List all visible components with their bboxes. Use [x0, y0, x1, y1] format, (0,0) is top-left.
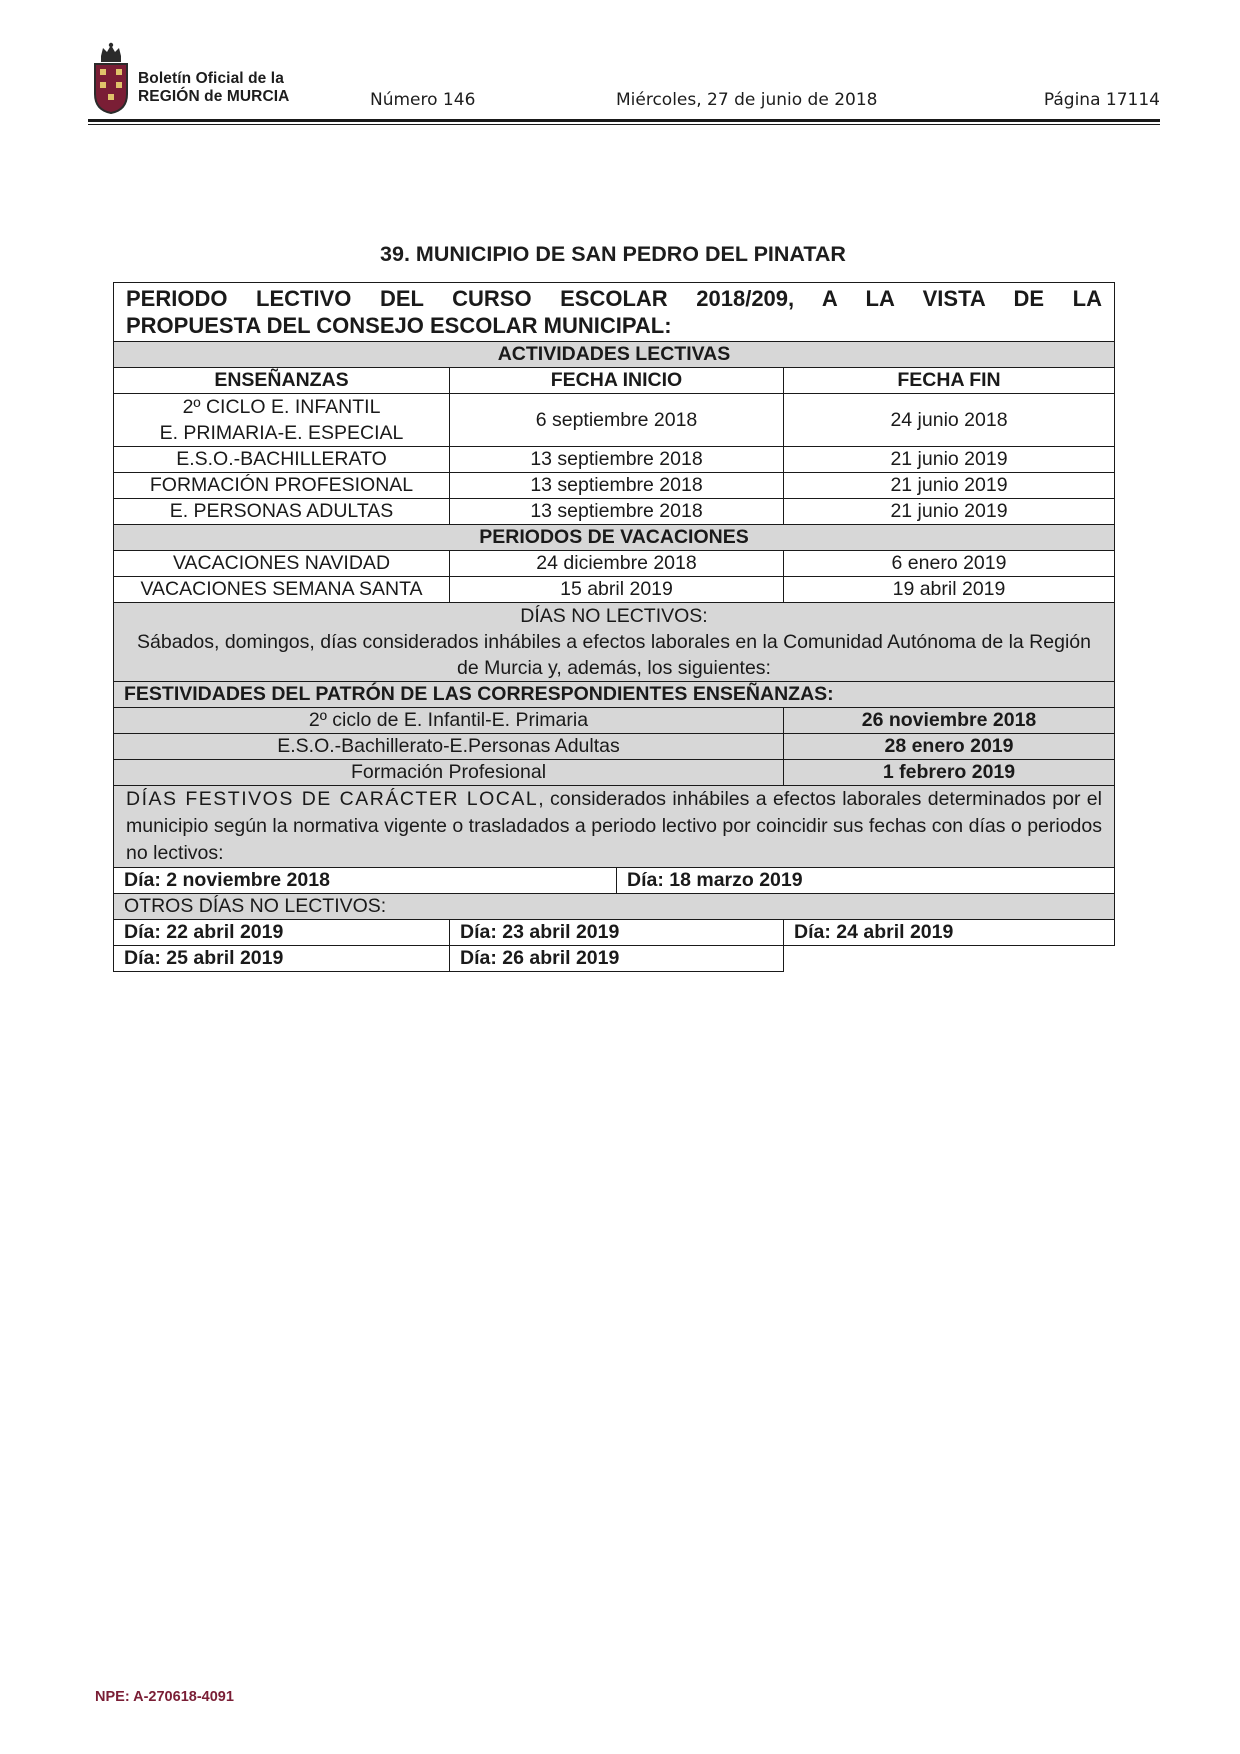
- vacaciones-heading: PERIODOS DE VACACIONES: [114, 525, 1115, 551]
- fecha-fin-cell: 21 junio 2019: [784, 473, 1115, 499]
- otro-dia-cell: Día: 24 abril 2019: [784, 920, 1115, 946]
- vacaciones-name-cell: VACACIONES SEMANA SANTA: [114, 577, 450, 603]
- fecha-fin-cell: 21 junio 2019: [784, 447, 1115, 473]
- ensenanza-cell: E. PERSONAS ADULTAS: [114, 499, 450, 525]
- brand-line-1: Boletín Oficial de la: [138, 70, 284, 87]
- otro-dia-cell: Día: 25 abril 2019: [114, 946, 450, 972]
- header-rule-thin: [88, 124, 1160, 125]
- festividad-fecha-cell: 28 enero 2019: [784, 734, 1115, 760]
- otros-heading-cell: [114, 894, 1115, 920]
- section-heading-row: [114, 342, 1115, 368]
- ensenanza-line-1: 2º CICLO E. INFANTIL: [182, 396, 381, 418]
- table-row: [114, 499, 1115, 525]
- festivo-local-day: Día: 18 marzo 2019: [617, 868, 1115, 894]
- otro-dia-cell: Día: 23 abril 2019: [450, 920, 784, 946]
- otros-heading: OTROS DÍAS NO LECTIVOS: [124, 895, 381, 917]
- section-heading-row: [114, 525, 1115, 551]
- otros-heading-colon: :: [380, 895, 387, 917]
- festivos-local-text: , considerados inhábiles a efectos laborales determinados por el municipio según la normativa vigente o trasladados a periodo lectivo por coincidir sus fechas con días o periodos no lectivos:: [126, 788, 1102, 864]
- fecha-inicio-cell: 13 septiembre 2018: [450, 473, 784, 499]
- festividad-ensenanza-cell: E.S.O.-Bachillerato-E.Personas Adultas: [114, 734, 784, 760]
- municipality-title: 39. MUNICIPIO DE SAN PEDRO DEL PINATAR: [380, 242, 846, 266]
- npe-reference: NPE: A-270618-4091: [95, 1689, 234, 1705]
- fecha-inicio-cell: 6 septiembre 2018: [450, 394, 784, 447]
- page-number: Página 17114: [1043, 90, 1160, 110]
- ensenanza-cell: E.S.O.-BACHILLERATO: [114, 447, 450, 473]
- festividad-ensenanza-cell: 2º ciclo de E. Infantil-E. Primaria: [114, 708, 784, 734]
- fecha-inicio-cell: 15 abril 2019: [450, 577, 784, 603]
- issue-number: Número 146: [370, 90, 476, 110]
- col-header-inicio: FECHA INICIO: [450, 368, 784, 394]
- vacaciones-name-cell: VACACIONES NAVIDAD: [114, 551, 450, 577]
- bulletin-brand: [138, 70, 289, 106]
- empty-cell: [784, 946, 1115, 972]
- table-row: [114, 708, 1115, 734]
- otro-dia-cell: Día: 22 abril 2019: [114, 920, 450, 946]
- festivos-local-days-row: [114, 868, 1115, 894]
- region-crest-icon: [92, 42, 130, 114]
- table-row: [114, 734, 1115, 760]
- festividad-fecha-cell: 26 noviembre 2018: [784, 708, 1115, 734]
- ensenanza-line-2: E. PRIMARIA-E. ESPECIAL: [159, 422, 404, 444]
- intro-cell: [114, 283, 1115, 342]
- fecha-fin-cell: 24 junio 2018: [784, 394, 1115, 447]
- col-header-fin: FECHA FIN: [784, 368, 1115, 394]
- otro-dia-cell: Día: 26 abril 2019: [450, 946, 784, 972]
- otros-days-row: [114, 920, 1115, 946]
- brand-line-2: REGIÓN de MURCIA: [138, 88, 290, 105]
- festivos-local-cell: [114, 786, 1115, 868]
- table-row: [114, 760, 1115, 786]
- actividades-heading: ACTIVIDADES LECTIVAS: [114, 342, 1115, 368]
- fecha-fin-cell: 6 enero 2019: [784, 551, 1115, 577]
- fecha-inicio-cell: 24 diciembre 2018: [450, 551, 784, 577]
- festivos-local-row: [114, 786, 1115, 868]
- table-row: [114, 577, 1115, 603]
- page-header: [88, 40, 1160, 126]
- fecha-inicio-cell: 13 septiembre 2018: [450, 447, 784, 473]
- section-heading-row: [114, 894, 1115, 920]
- table-row: [114, 447, 1115, 473]
- ensenanza-cell: [114, 394, 450, 447]
- col-header-ensenanzas: ENSEÑANZAS: [114, 368, 450, 394]
- fecha-fin-cell: 21 junio 2019: [784, 499, 1115, 525]
- table-row: [114, 394, 1115, 447]
- column-header-row: [114, 368, 1115, 394]
- table-row: [114, 473, 1115, 499]
- school-calendar-table: [113, 282, 1115, 972]
- header-rule-thick: [88, 119, 1160, 122]
- festividad-fecha-cell: 1 febrero 2019: [784, 760, 1115, 786]
- table-row: [114, 551, 1115, 577]
- festividad-ensenanza-cell: Formación Profesional: [114, 760, 784, 786]
- fecha-fin-cell: 19 abril 2019: [784, 577, 1115, 603]
- ensenanza-cell: FORMACIÓN PROFESIONAL: [114, 473, 450, 499]
- no-lectivos-heading: DÍAS NO LECTIVOS:: [520, 605, 708, 627]
- no-lectivos-row: [114, 603, 1115, 682]
- no-lectivos-cell: [114, 603, 1115, 682]
- intro-row: [114, 283, 1115, 342]
- otros-days-row: [114, 946, 1115, 972]
- fecha-inicio-cell: 13 septiembre 2018: [450, 499, 784, 525]
- festividades-heading: FESTIVIDADES DEL PATRÓN DE LAS CORRESPONDIENTES ENSEÑANZAS:: [114, 682, 1115, 708]
- no-lectivos-text: Sábados, domingos, días considerados inhábiles a efectos laborales en la Comunidad Autónoma de la Región de Murcia y, además, los siguientes:: [137, 631, 1091, 679]
- festivo-local-day: Día: 2 noviembre 2018: [114, 868, 617, 894]
- intro-line-1: PERIODO LECTIVO DEL CURSO ESCOLAR 2018/209, A LA VISTA DE LA: [126, 286, 1102, 311]
- intro-line-2: PROPUESTA DEL CONSEJO ESCOLAR MUNICIPAL:: [126, 313, 672, 338]
- issue-date: Miércoles, 27 de junio de 2018: [616, 90, 878, 110]
- festivos-local-heading: DÍAS FESTIVOS DE CARÁCTER LOCAL: [126, 788, 539, 810]
- section-heading-row: [114, 682, 1115, 708]
